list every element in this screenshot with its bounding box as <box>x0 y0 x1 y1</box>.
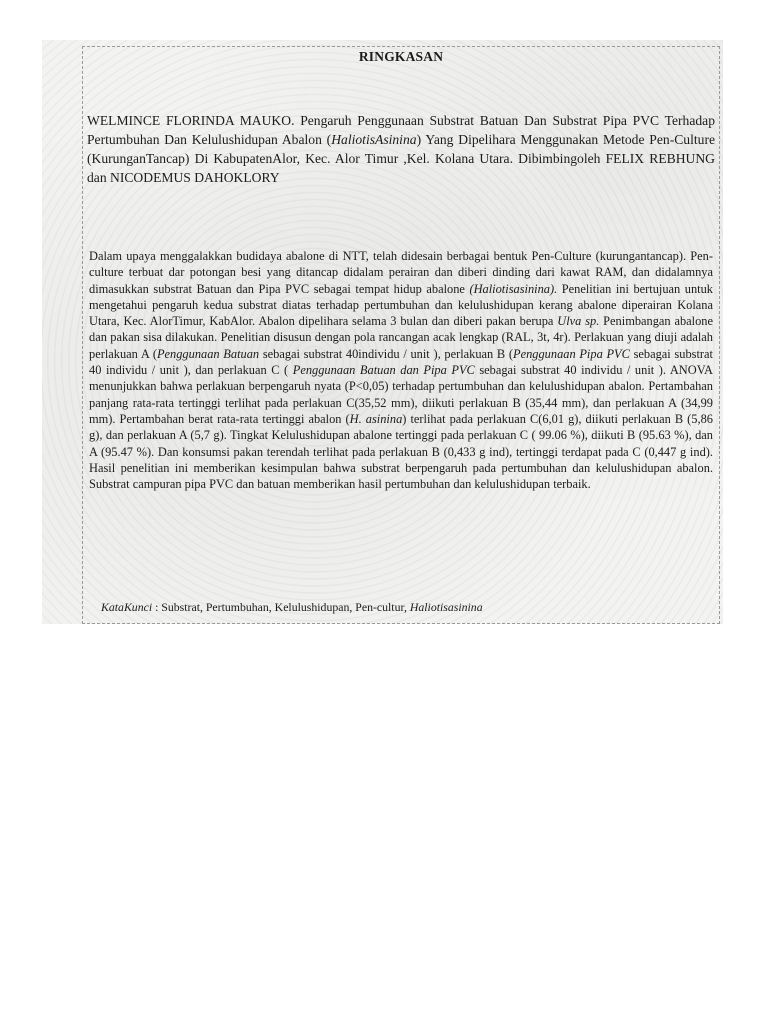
keywords-terms: : Substrat, Pertumbuhan, Kelulushidupan, Pen-cultur, <box>152 600 410 614</box>
abstract-italic-2: Ulva sp. <box>557 314 600 329</box>
author-title-block <box>87 111 715 187</box>
abstract-frame <box>82 46 720 624</box>
species-name: HaliotisAsinina <box>331 132 417 147</box>
abstract-text-1: Dalam upaya menggalakkan budidaya abalone di NTT, telah didesain berbagai bentuk Pen-Culture (kurungantancap). Pen-culture terbuat dar potongan besi yang ditancap didalam perairan dan diberi dinding dari kawat RAM, dan didalamnya dimasukkan substrat Batuan dan Pipa PVC sebagai tempat hidup abalone <box>89 249 713 296</box>
author-title-text-rest: ) Yang Dipelihara Menggunakan Metode Pen-Culture (KurunganTancap) Di KabupatenAlor, Kec. Alor Timur ,Kel. Kolana Utara. Dibimbingoleh FELIX REBHUNG dan NICODEMUS DAHOKLORY <box>87 132 715 185</box>
abstract-italic-5: Penggunaan Batuan dan Pipa PVC <box>292 363 475 378</box>
keywords-line <box>101 599 711 615</box>
keywords-italic-term: Haliotisasinina <box>409 600 483 614</box>
keywords-label: KataKunci <box>101 600 153 614</box>
abstract-paragraph <box>89 248 713 492</box>
abstract-text-6: sebagai substrat 40 individu / unit ). ANOVA menunjukkan bahwa perlakuan berpengaruh nyata (P<0,05) terhadap pertumbuhan dan kelulushidupan abalon. Pertambahan panjang rata-rata tertinggi terlihat pada perlakuan C(35,52 mm), diikuti perlakuan B (35,44 mm), dan perlakuan A (34,99 mm). Pertambahan berat rata-rata tertinggi abalon ( <box>89 363 713 426</box>
page-title: RINGKASAN <box>358 49 444 64</box>
abstract-text-2: Penelitian ini bertujuan untuk mengetahui pengaruh kedua substrat diatas terhadap pertumbuhan dan kelulushidupan kerang abalone diperairan Kolana Utara, Kec. AlorTimur, KabAlor. Abalon dipelihara selama 3 bulan dan diberi pakan berupa <box>89 281 713 329</box>
abstract-text-4: sebagai substrat 40individu / unit ), perlakuan B ( <box>259 346 514 361</box>
abstract-text-7: ) terlihat pada perlakuan C(6,01 g), diikuti perlakuan B (5,86 g), dan perlakuan A (5,7 g). Tingkat Kelulushidupan abalone tertinggi pada perlakuan C ( 99.06 %), diikuti B (95.63 %), dan A (95.47 %). Dan konsumsi pakan terendah terlihat pada perlakuan B (0,433 g ind), tertinggi terdapat pada C (0,447 g ind). Hasil penelitian ini memberikan kesimpulan bahwa substrat berpengaruh pada pertumbuhan dan kelulushidupan abalon. Substrat campuran pipa PVC dan batuan memberikan hasil pertumbuhan dan kelulushidupan terbaik. <box>89 411 713 492</box>
abstract-text-3: Penimbangan abalone dan pakan sisa dilakukan. Penelitian disusun dengan pola rancangan acak lengkap (RAL, 3t, 4r). Perlakuan yang diuji adalah perlakuan A ( <box>89 314 713 361</box>
abstract-italic-4: Penggunaan Pipa PVC <box>513 346 630 361</box>
abstract-italic-6: H. asinina <box>349 411 403 426</box>
author-title-text: WELMINCE FLORINDA MAUKO. Pengaruh Penggunaan Substrat Batuan Dan Substrat Pipa PVC Terhadap Pertumbuhan Dan Kelulushidupan Abalon ( <box>87 113 715 147</box>
abstract-text-5: sebagai substrat 40 individu / unit ), dan perlakuan C ( <box>89 346 713 378</box>
abstract-italic-3: Penggunaan Batuan <box>156 346 260 361</box>
abstract-italic-1: (Haliotisasinina). <box>469 281 558 296</box>
